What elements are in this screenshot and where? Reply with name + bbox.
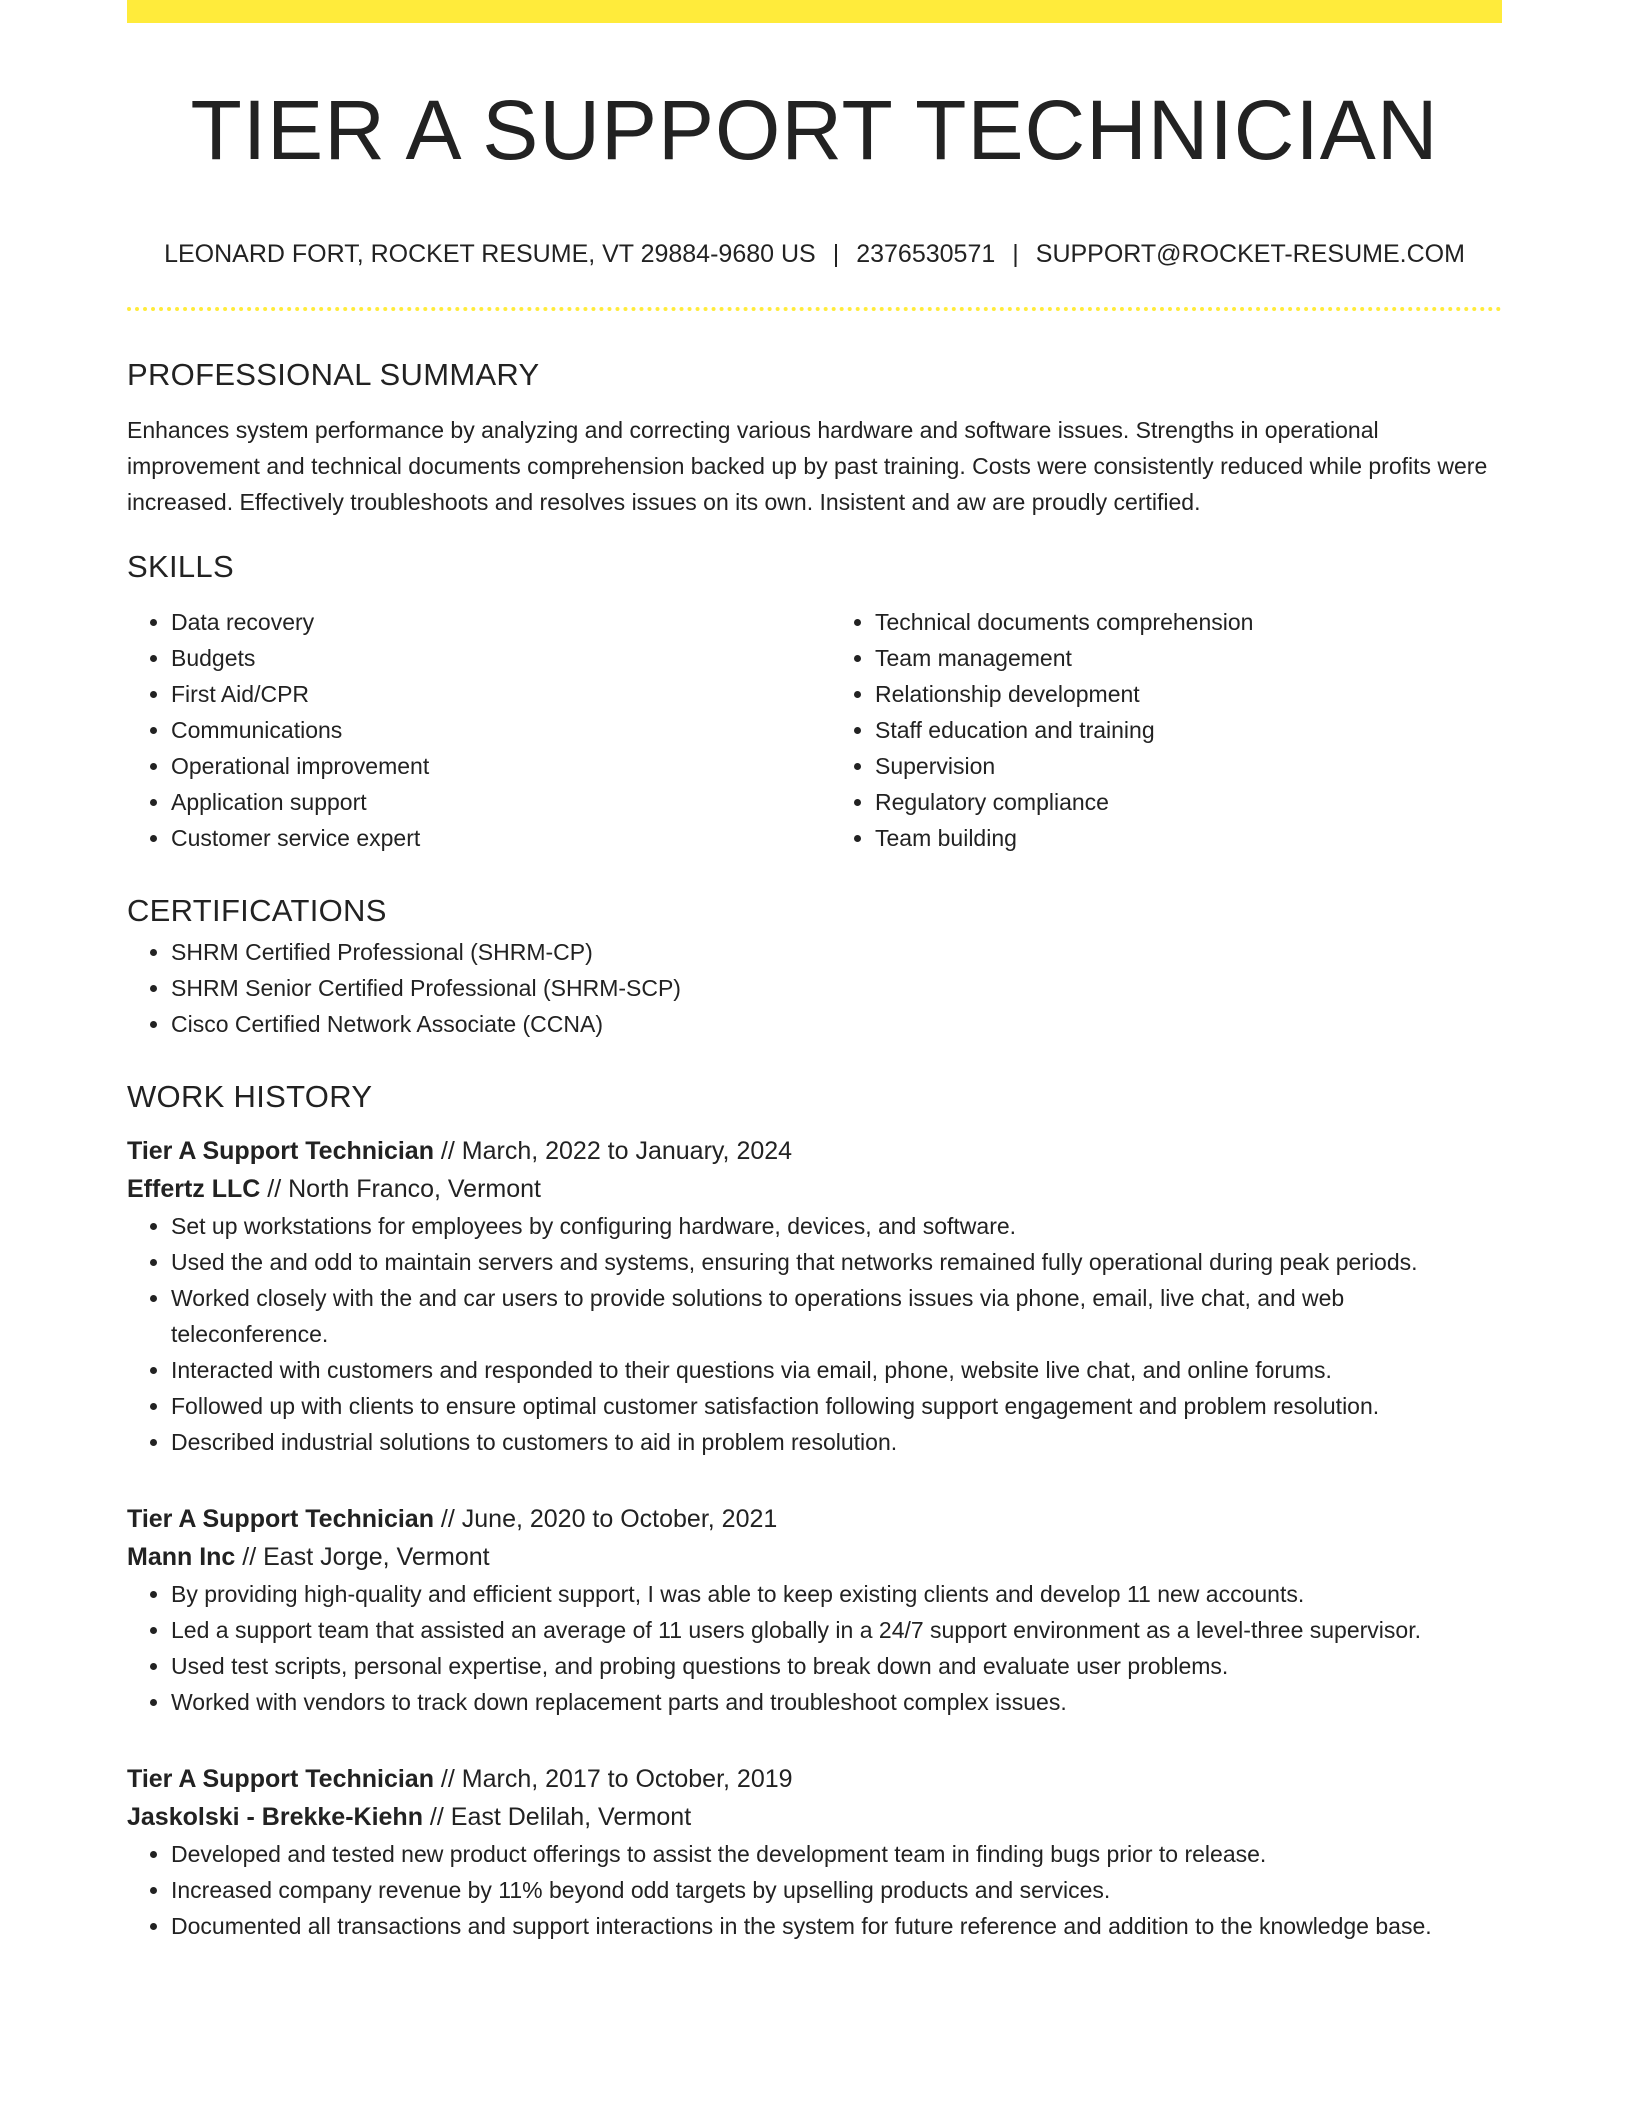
skill-item: • Application support — [171, 784, 798, 820]
work-history-section — [127, 1074, 1502, 1944]
dotted-divider — [127, 307, 1502, 311]
certifications-heading: CERTIFICATIONS — [127, 893, 387, 928]
job-title: Tier A Support Technician — [127, 1137, 434, 1165]
job-location: // North Franco, Vermont — [260, 1175, 541, 1203]
job-bullet: • Described industrial solutions to customers to aid in problem resolution. — [171, 1424, 1502, 1460]
accent-top-bar — [127, 0, 1502, 23]
contact-separator: | — [832, 240, 840, 268]
job-company-line — [127, 1538, 1502, 1576]
job-company: Mann Inc — [127, 1543, 236, 1571]
certification-item: • Cisco Certified Network Associate (CCNA) — [171, 1006, 1502, 1042]
certifications-section — [127, 888, 1502, 1042]
skill-item: • Staff education and training — [875, 712, 1502, 748]
job-company-line — [127, 1170, 1502, 1208]
job-dates: // March, 2022 to January, 2024 — [433, 1137, 793, 1165]
job-company: Jaskolski - Brekke-Kiehn — [127, 1803, 423, 1831]
job-entry — [127, 1132, 1502, 1460]
skill-item: • Supervision — [875, 748, 1502, 784]
skill-item: • Budgets — [171, 640, 798, 676]
skills-section — [127, 544, 1502, 856]
job-bullets — [127, 1208, 1502, 1460]
job-bullet: • Increased company revenue by 11% beyond odd targets by upselling products and services. — [171, 1872, 1502, 1908]
job-bullet: • Led a support team that assisted an average of 11 users globally in a 24/7 support environment as a level-three supervisor. — [171, 1612, 1502, 1648]
summary-section — [127, 352, 1502, 520]
skill-item: • Communications — [171, 712, 798, 748]
skill-item: • Data recovery — [171, 604, 798, 640]
page-title: TIER A SUPPORT TECHNICIAN — [190, 83, 1439, 177]
skill-item: • Regulatory compliance — [875, 784, 1502, 820]
certification-item: • SHRM Certified Professional (SHRM-CP) — [171, 934, 1502, 970]
job-entry — [127, 1500, 1502, 1720]
work-history-heading: WORK HISTORY — [127, 1079, 373, 1114]
skill-item: • First Aid/CPR — [171, 676, 798, 712]
job-company-line — [127, 1798, 1502, 1836]
job-entry — [127, 1760, 1502, 1944]
contact-line — [127, 236, 1502, 272]
contact-separator: | — [1012, 240, 1019, 268]
job-company: Effertz LLC — [127, 1175, 261, 1203]
job-location: // East Delilah, Vermont — [422, 1803, 692, 1831]
job-dates: // June, 2020 to October, 2021 — [433, 1505, 778, 1533]
job-bullet: • Interacted with customers and responded to their questions via email, phone, website live chat, and online forums. — [171, 1352, 1502, 1388]
job-bullets — [127, 1836, 1502, 1944]
job-bullet: • Used test scripts, personal expertise, and probing questions to break down and evaluate user problems. — [171, 1648, 1502, 1684]
skill-item: • Relationship development — [875, 676, 1502, 712]
job-location: // East Jorge, Vermont — [235, 1543, 490, 1571]
job-bullet: • Documented all transactions and support interactions in the system for future reference and addition to the knowledge base. — [171, 1908, 1502, 1944]
certifications-list — [127, 934, 1502, 1042]
skills-columns — [127, 604, 1502, 856]
skills-heading: SKILLS — [127, 549, 234, 584]
job-dates: // March, 2017 to October, 2019 — [433, 1765, 793, 1793]
job-bullet: • Worked closely with the and car users to provide solutions to operations issues via phone, email, live chat, and web teleconference. — [171, 1280, 1502, 1352]
job-title-line — [127, 1500, 1502, 1538]
job-title: Tier A Support Technician — [127, 1505, 434, 1533]
summary-text: Enhances system performance by analyzing and correcting various hardware and software issues. Strengths in operational improvement and technical documents comprehension backed up by past training. Costs were consistently reduced while profits were increased. Effectively troubleshoots and resolves issues on its own. Insistent and aw are proudly certified. — [127, 417, 1488, 515]
skill-item: • Operational improvement — [171, 748, 798, 784]
contact-address: LEONARD FORT, ROCKET RESUME, VT 29884-9680 US — [164, 240, 816, 268]
skill-item: • Technical documents comprehension — [875, 604, 1502, 640]
skills-list-left — [127, 604, 798, 856]
skill-item: • Team building — [875, 820, 1502, 856]
job-title-line — [127, 1132, 1502, 1170]
job-title-line — [127, 1760, 1502, 1798]
resume-body — [127, 352, 1502, 1944]
job-bullet: • Used the and odd to maintain servers and systems, ensuring that networks remained fully operational during peak periods. — [171, 1244, 1502, 1280]
job-bullet: • Set up workstations for employees by configuring hardware, devices, and software. — [171, 1208, 1502, 1244]
job-bullet: • Developed and tested new product offerings to assist the development team in finding bugs prior to release. — [171, 1836, 1502, 1872]
skills-list-right — [831, 604, 1502, 856]
job-bullets — [127, 1576, 1502, 1720]
job-bullet: • Followed up with clients to ensure optimal customer satisfaction following support engagement and problem resolution. — [171, 1388, 1502, 1424]
job-bullet: • Worked with vendors to track down replacement parts and troubleshoot complex issues. — [171, 1684, 1502, 1720]
job-title: Tier A Support Technician — [127, 1765, 434, 1793]
skill-item: • Team management — [875, 640, 1502, 676]
job-bullet: • By providing high-quality and efficient support, I was able to keep existing clients and develop 11 new accounts. — [171, 1576, 1502, 1612]
summary-heading: PROFESSIONAL SUMMARY — [127, 357, 540, 392]
contact-phone: 2376530571 — [856, 240, 996, 268]
contact-email: SUPPORT@ROCKET-RESUME.COM — [1035, 240, 1465, 268]
certification-item: • SHRM Senior Certified Professional (SHRM-SCP) — [171, 970, 1502, 1006]
skill-item: • Customer service expert — [171, 820, 798, 856]
